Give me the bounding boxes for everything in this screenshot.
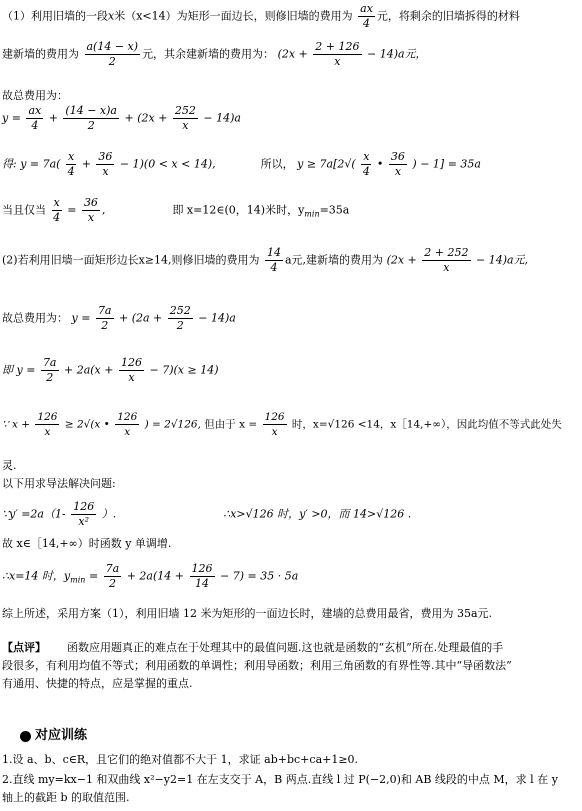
text: 以下用求导法解决问题: — [2, 477, 116, 490]
numerator: 126 — [264, 411, 285, 423]
fraction — [358, 2, 375, 31]
question-1: 1.设 a、b、c∈R，且它们的绝对值都不大于 1，求证 ab+bc+ca+1≥0. — [2, 753, 359, 766]
text: （1）利用旧墙的一段 — [2, 9, 108, 23]
denominator: x — [394, 165, 402, 178]
fraction — [35, 410, 59, 439]
expr: ∵y′ =2a（1- — [2, 507, 66, 521]
subscript: min — [304, 209, 320, 219]
question-2-cont: 轴上的截距 b 的取值范围. — [2, 791, 130, 804]
numerator: ax — [28, 104, 42, 117]
fraction — [313, 40, 361, 69]
denominator: x² — [78, 515, 90, 528]
numerator: 14 — [267, 246, 281, 259]
p2-line4 — [2, 410, 562, 439]
numerator: 7a — [97, 304, 112, 317]
p1-line5 — [2, 150, 481, 179]
training-heading: 对应训练 — [35, 728, 88, 743]
p1-line4 — [2, 104, 241, 133]
p1-line3 — [2, 88, 68, 103]
operator: • — [376, 157, 384, 171]
denominator: x — [334, 55, 341, 68]
comment-line2 — [2, 658, 512, 673]
text: 当且仅当 — [2, 203, 46, 217]
expr: 得: y = 7a( — [2, 157, 61, 171]
fraction — [26, 104, 43, 133]
numerator: 7a — [105, 562, 120, 575]
expr: − 7) = 35 · 5a — [220, 569, 299, 583]
expr: + (2a + — [119, 311, 163, 325]
denominator: 4 — [270, 261, 278, 274]
text: 但由于 x = — [204, 418, 258, 431]
text: 故总费用为： — [2, 311, 68, 325]
fraction — [71, 500, 96, 529]
numerator: 126 — [37, 411, 58, 423]
numerator: 252 — [169, 304, 191, 317]
fraction — [168, 304, 193, 333]
numerator: 7a — [42, 356, 57, 369]
fraction — [119, 356, 144, 385]
fraction — [96, 304, 114, 333]
operator: + — [48, 111, 58, 125]
numerator: x — [53, 196, 60, 209]
training-heading-line — [20, 728, 87, 743]
expr: (2x + — [386, 253, 417, 267]
text: 元，其余建新墙的费用为： — [142, 47, 275, 61]
fraction — [82, 196, 100, 225]
denominator: x — [44, 426, 51, 438]
p2-line9 — [2, 562, 298, 591]
fraction — [52, 196, 62, 225]
expr: − 7)(x ≥ 14) — [149, 363, 219, 377]
numerator: x — [363, 150, 370, 163]
fraction — [66, 150, 76, 179]
expr: + (2x + — [124, 111, 168, 125]
text: 综上所述，采用方案（1），利用旧墙 12 米为矩形的一面边长时，建墙的总费用最省，费用为 35a元. — [2, 607, 493, 620]
text: 建新墙的费用为 — [2, 47, 79, 61]
expr: ) − 1] = 35a — [412, 157, 481, 171]
numerator: 126 — [117, 411, 138, 423]
subscript: min — [70, 575, 86, 585]
numerator: a(14 − x) — [86, 40, 139, 53]
var-x: x — [108, 9, 115, 23]
numerator: 36 — [98, 150, 113, 163]
fraction — [104, 562, 122, 591]
expr: 即 y = — [2, 363, 36, 377]
fraction — [85, 40, 141, 69]
text: 有通用、快捷的特点，应是掌握的重点. — [2, 677, 193, 690]
fraction — [41, 356, 59, 385]
fraction — [265, 246, 283, 275]
denominator: x — [102, 165, 109, 178]
operator: + — [81, 157, 91, 171]
training-q2b — [2, 790, 130, 805]
text: (2)若利用旧墙一面矩形边长x≥14,则修旧墙的费用为 — [2, 253, 260, 267]
expr: ∴x=14 时，y — [2, 569, 71, 583]
text: 米（x<14）为矩形一面边长，则修旧墙的费用为 — [114, 9, 353, 23]
fraction — [63, 104, 119, 133]
text: 灵. — [2, 459, 17, 472]
expr: ≥ 2√(x • — [64, 418, 110, 431]
p1-line1 — [2, 2, 520, 31]
expr: y ≥ 7a[2√( — [297, 157, 356, 171]
comment-line3 — [2, 676, 193, 691]
expr: + 2a(x + — [64, 363, 114, 377]
p2-line10 — [2, 606, 492, 621]
expr: ) = 2√126, — [144, 418, 201, 431]
denominator: x — [271, 426, 278, 438]
expr: − 14)a元, — [476, 253, 529, 267]
expr: − 14)a元， — [367, 47, 427, 61]
fraction — [190, 562, 215, 591]
denominator: x — [87, 211, 95, 224]
text: a元,建新墙的费用为 — [285, 253, 384, 267]
denominator: x — [128, 371, 135, 384]
numerator: 126 — [120, 356, 142, 369]
p1-line2 — [2, 40, 427, 69]
fraction — [96, 150, 114, 179]
expr: ）. — [101, 507, 117, 521]
operator: = — [88, 569, 99, 583]
numerator: 126 — [191, 562, 213, 575]
denominator: x — [443, 261, 450, 274]
expr: + 2a(14 + — [126, 569, 184, 583]
text: 即 x=12∈(0，14)米时，y — [172, 203, 305, 217]
denominator: 4 — [363, 17, 371, 30]
denominator: 14 — [195, 577, 209, 590]
training-q1 — [2, 752, 358, 767]
fraction — [263, 410, 287, 439]
expr: y = — [2, 111, 21, 125]
p2-line6 — [2, 476, 116, 491]
numerator: 252 — [174, 104, 196, 117]
text: 段很多，有利用均值不等式；利用函数的单调性；利用导函数；利用三角函数的有界性等.其中“导函数法” — [2, 659, 512, 672]
numerator: 2 + 126 — [315, 40, 360, 53]
p2-line5 — [2, 458, 17, 473]
numerator: 36 — [83, 196, 98, 209]
numerator: (14 − x)a — [65, 104, 117, 117]
text: , — [101, 203, 106, 217]
denominator: 2 — [101, 319, 109, 332]
denominator: 4 — [67, 165, 75, 178]
fraction — [115, 410, 139, 439]
fraction — [361, 150, 371, 179]
denominator: 2 — [87, 119, 95, 132]
denominator: 2 — [108, 55, 116, 68]
p2-line3 — [2, 356, 218, 385]
comment-label: 【点评】 — [2, 641, 46, 654]
expr: − 1)(0 < x < 14), — [119, 157, 216, 171]
fraction — [389, 150, 407, 179]
numerator: 2 + 252 — [424, 246, 469, 259]
expr: (2x + — [277, 47, 308, 61]
p2-line1 — [2, 246, 528, 275]
numerator: 36 — [390, 150, 405, 163]
fraction — [422, 246, 470, 275]
expr: ∴x>√126 时，y′ >0，而 14>√126 . — [223, 507, 412, 521]
p1-line6 — [2, 196, 349, 225]
text: 时，x=√126 <14，x［14,+∞），因此均值不等式此处失 — [291, 418, 562, 431]
bullet-icon — [20, 731, 31, 742]
text: 所以， — [260, 157, 294, 171]
training-q2a — [2, 772, 558, 787]
denominator: 2 — [108, 577, 116, 590]
denominator: 4 — [53, 211, 61, 224]
text: 元，将剩余的旧墙拆得的材料 — [376, 9, 520, 23]
text: 函数应用题真正的难点在于处理其中的最值问题.这也就是函数的“玄机”所在.处理最值的手 — [67, 641, 504, 654]
numerator: ax — [360, 2, 373, 15]
p2-line7 — [2, 500, 411, 529]
expr: − 14)a — [198, 311, 236, 325]
denominator: 2 — [176, 319, 184, 332]
text: 故总费用为： — [2, 89, 68, 102]
denominator: x — [124, 426, 131, 438]
numerator: 126 — [73, 500, 95, 513]
p2-line8 — [2, 536, 171, 551]
question-2: 2.直线 my=kx−1 和双曲线 x²−y2=1 在左支交于 A，B 两点.直线 l 过 P(−2,0)和 AB 线段的中点 M，求 l 在 y — [2, 773, 558, 786]
comment-line1 — [2, 640, 503, 655]
numerator: x — [67, 150, 75, 163]
text: =35a — [319, 203, 350, 217]
denominator: 4 — [362, 165, 370, 178]
denominator: 4 — [31, 119, 39, 132]
p2-line2 — [2, 304, 236, 333]
denominator: 2 — [46, 371, 54, 384]
expr: y = — [71, 311, 91, 325]
text: 故 x∈［14,+∞）时函数 y 单调增. — [2, 537, 172, 550]
denominator: x — [182, 119, 189, 132]
expr: − 14)a — [203, 111, 241, 125]
operator: = — [67, 203, 77, 217]
fraction — [173, 104, 198, 133]
expr: ∵ x + — [2, 418, 31, 431]
